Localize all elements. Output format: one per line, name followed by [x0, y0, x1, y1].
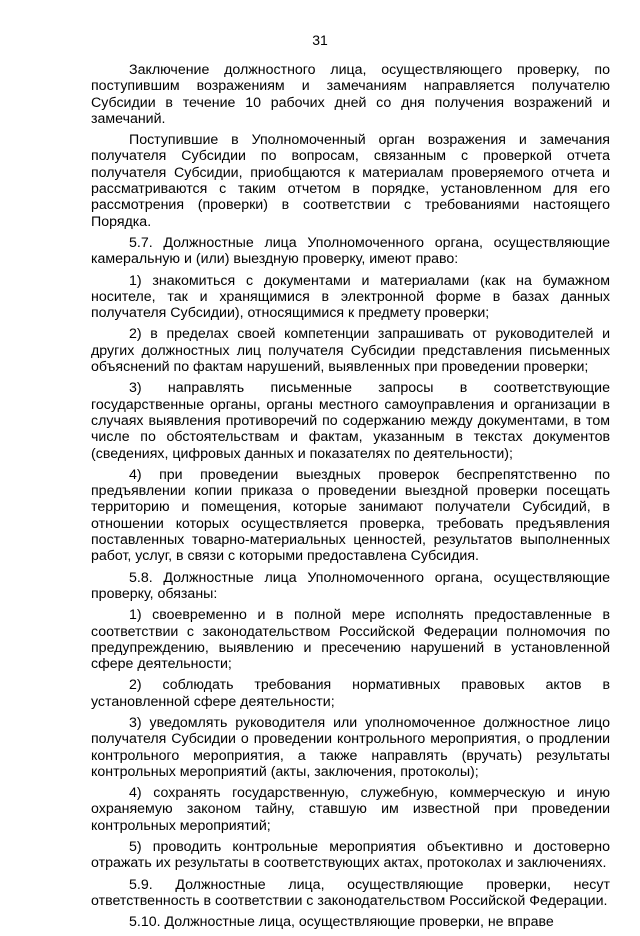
paragraph: Заключение должностного лица, осуществляющего проверку, по поступившим возражениям и замечаниям направляется получателю Субсидии в течение 10 рабочих дней со дня получения возражений и замечаний.: [91, 62, 610, 127]
list-item: 3) уведомлять руководителя или уполномоченное должностное лицо получателя Субсидии о проведении контрольного мероприятия, о продлении контрольного мероприятия, а также направлять (вручать) результаты контрольных мероприятий (акты, заключения, протоколы);: [91, 714, 610, 780]
list-item: 3) направлять письменные запросы в соответствующие государственные органы, органы местного самоуправления и организации в случаях выявления противоречий по содержанию между документами, в том числе по обстоятельствам и фактам, указанным в текстах документов (сведениях, цифровых данных и показателях по деятельности);: [91, 380, 610, 462]
document-body: [91, 62, 610, 936]
list-item: 2) в пределах своей компетенции запрашивать от руководителей и других должностных лиц получателя Субсидии представления письменных объяснений по фактам нарушений, выявленных при проведении проверки;: [91, 326, 610, 376]
list-item: 5) проводить контрольные мероприятия объективно и достоверно отражать их результаты в соответствующих актах, протоколах и заключениях.: [91, 839, 610, 872]
paragraph: Поступившие в Уполномоченный орган возражения и замечания получателя Субсидии по вопросам, связанным с проверкой отчета получателя Субсидии, приобщаются к материалам проверяемого отчета и рассматриваются с таким отчетом в порядке, установленном для его рассмотрения (проверки) в соответствии с требованиями настоящего Порядка.: [91, 132, 610, 230]
list-item: 4) при проведении выездных проверок беспрепятственно по предъявлении копии приказа о проведении выездной проверки посещать территорию и помещения, которые занимают получатели Субсидий, в отношении которых осуществляется проверка, требовать предъявления поставленных товарно-материальных ценностей, результатов выполненных работ, услуг, в связи с которыми предоставлена Субсидия.: [91, 466, 610, 565]
section-heading-5-7: 5.7. Должностные лица Уполномоченного органа, осуществляющие камеральную и (или) выездную проверку, имеют право:: [91, 234, 610, 268]
page-number: 31: [312, 32, 328, 48]
list-item: 4) сохранять государственную, служебную, коммерческую и иную охраняемую законом тайну, ставшую им известной при проведении контрольных мероприятий;: [91, 785, 610, 834]
section-5-10: 5.10. Должностные лица, осуществляющие проверки, не вправе: [129, 914, 554, 931]
section-5-9: 5.9. Должностные лица, осуществляющие проверки, несут ответственность в соответствии с законодательством Российской Федерации.: [91, 876, 610, 909]
section-heading-5-8: 5.8. Должностные лица Уполномоченного органа, осуществляющие проверку, обязаны:: [91, 569, 610, 602]
list-item: 1) знакомиться с документами и материалами (как на бумажном носителе, так и хранящимися в электронной форме в базах данных получателя Субсидии), относящимися к предмету проверки;: [91, 272, 610, 322]
list-item: 1) своевременно и в полной мере исполнять предоставленные в соответствии с законодательством Российской Федерации полномочия по предупреждению, выявлению и пресечению нарушений в установленной сфере деятельности;: [91, 607, 610, 673]
list-item: 2) соблюдать требования нормативных правовых актов в установленной сфере деятельности;: [91, 677, 610, 710]
